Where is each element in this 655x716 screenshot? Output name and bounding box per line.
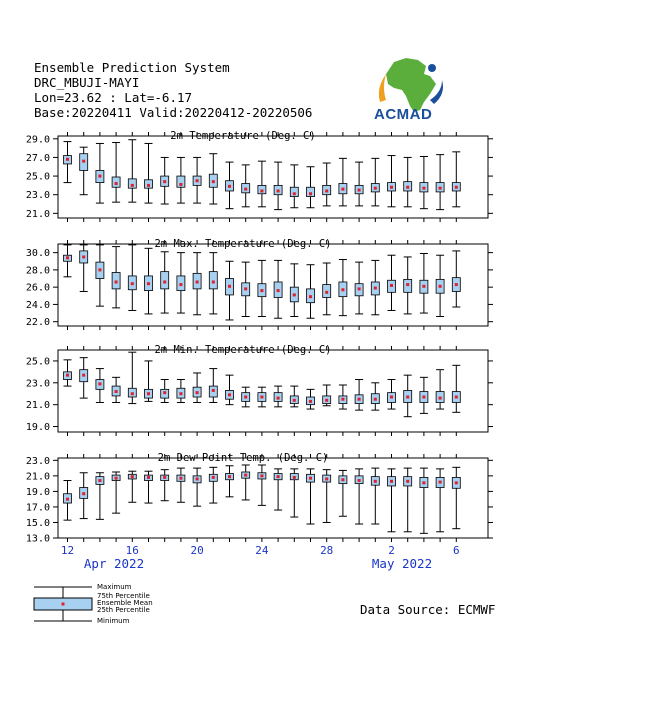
mean-marker bbox=[163, 280, 166, 283]
box-day-23 bbox=[242, 262, 250, 316]
box-day-29 bbox=[339, 470, 347, 516]
mean-marker bbox=[406, 396, 409, 399]
box-day-12 bbox=[64, 360, 72, 386]
header-base-valid: Base:20220411 Valid:20220412-20220506 bbox=[34, 105, 313, 120]
mean-marker bbox=[309, 400, 312, 403]
mean-marker bbox=[228, 285, 231, 288]
iqr-box bbox=[161, 272, 169, 289]
box-day-2 bbox=[388, 156, 396, 207]
mean-marker bbox=[163, 180, 166, 183]
box-day-14 bbox=[96, 369, 104, 403]
mean-marker bbox=[179, 477, 182, 480]
box-day-24 bbox=[258, 260, 266, 316]
mean-marker bbox=[212, 280, 215, 283]
chart-panel-1 bbox=[26, 130, 493, 222]
box-day-13 bbox=[80, 147, 88, 195]
mean-marker bbox=[66, 256, 69, 259]
month-label-may: May 2022 bbox=[371, 556, 433, 571]
box-day-5 bbox=[436, 469, 444, 532]
mean-marker bbox=[131, 392, 134, 395]
mean-marker bbox=[406, 480, 409, 483]
data-source-label: Data Source: ECMWF bbox=[360, 602, 496, 617]
panel-title: 2m Dew Point Temp. (Deg. C) bbox=[157, 452, 329, 464]
box-day-21 bbox=[209, 369, 217, 403]
logo-text: ACMAD bbox=[374, 106, 433, 123]
box-day-6 bbox=[452, 365, 460, 412]
box-day-30 bbox=[355, 262, 363, 314]
box-day-14 bbox=[96, 473, 104, 520]
mean-marker bbox=[277, 397, 280, 400]
mean-marker bbox=[228, 475, 231, 478]
y-tick-label: 30.0 bbox=[25, 248, 50, 260]
box-day-17 bbox=[145, 471, 153, 503]
mean-marker bbox=[244, 396, 247, 399]
mean-marker bbox=[374, 187, 377, 190]
y-tick-label: 23.0 bbox=[25, 190, 50, 202]
box-day-22 bbox=[226, 375, 234, 405]
box-day-12 bbox=[64, 245, 72, 277]
mean-marker bbox=[82, 255, 85, 258]
box-day-26 bbox=[290, 165, 298, 208]
box-day-13 bbox=[80, 358, 88, 398]
y-tick-label: 17.0 bbox=[25, 502, 50, 514]
box-day-4 bbox=[420, 468, 428, 533]
mean-marker bbox=[309, 295, 312, 298]
mean-marker bbox=[98, 479, 101, 482]
legend-label-maximum: Maximum bbox=[97, 583, 132, 591]
box-day-25 bbox=[274, 386, 282, 407]
mean-marker bbox=[196, 477, 199, 480]
y-tick-label: 23.0 bbox=[25, 378, 50, 390]
mean-marker bbox=[131, 282, 134, 285]
legend-label-minimum: Minimum bbox=[97, 617, 130, 625]
box-day-20 bbox=[193, 157, 201, 203]
box-day-20 bbox=[193, 373, 201, 403]
mean-marker bbox=[98, 268, 101, 271]
mean-marker bbox=[66, 374, 69, 377]
header-station-name: DRC_MBUJI-MAYI bbox=[34, 75, 140, 90]
mean-marker bbox=[115, 280, 118, 283]
box-day-25 bbox=[274, 469, 282, 510]
box-day-19 bbox=[177, 253, 185, 313]
mean-marker bbox=[196, 391, 199, 394]
mean-marker bbox=[439, 481, 442, 484]
mean-marker bbox=[325, 399, 328, 402]
mean-marker bbox=[196, 179, 199, 182]
box-day-16 bbox=[128, 245, 136, 311]
legend-label-25th: 25th Percentile bbox=[97, 606, 150, 614]
mean-marker bbox=[455, 481, 458, 484]
y-tick-label: 15.0 bbox=[25, 517, 50, 529]
box-day-17 bbox=[145, 143, 153, 203]
box-day-27 bbox=[307, 389, 315, 409]
mean-marker bbox=[163, 391, 166, 394]
mean-marker bbox=[98, 175, 101, 178]
box-day-25 bbox=[274, 260, 282, 318]
mean-marker bbox=[244, 287, 247, 290]
box-day-12 bbox=[64, 142, 72, 183]
mean-marker bbox=[406, 186, 409, 189]
mean-marker bbox=[115, 182, 118, 185]
box-day-21 bbox=[209, 253, 217, 314]
mean-marker bbox=[358, 398, 361, 401]
mean-marker bbox=[390, 186, 393, 189]
mean-marker bbox=[341, 188, 344, 191]
box-day-14 bbox=[96, 143, 104, 203]
y-tick-label: 13.0 bbox=[25, 533, 50, 545]
box-day-4 bbox=[420, 377, 428, 413]
box-day-2 bbox=[388, 469, 396, 532]
box-day-3 bbox=[404, 157, 412, 206]
box-day-1 bbox=[371, 383, 379, 410]
box-day-16 bbox=[128, 352, 136, 403]
box-day-1 bbox=[371, 260, 379, 314]
mean-marker bbox=[66, 498, 69, 501]
box-day-3 bbox=[404, 375, 412, 417]
mean-marker bbox=[325, 291, 328, 294]
x-tick-label: 24 bbox=[255, 544, 269, 557]
legend bbox=[34, 583, 153, 625]
mean-marker bbox=[374, 480, 377, 483]
chart-panel-3 bbox=[26, 344, 493, 436]
x-tick-label: 28 bbox=[320, 544, 334, 557]
mean-marker bbox=[115, 477, 118, 480]
box-day-23 bbox=[242, 465, 250, 500]
mean-marker bbox=[293, 293, 296, 296]
mean-marker bbox=[439, 187, 442, 190]
x-tick-label: 2 bbox=[388, 544, 395, 557]
header-coordinates: Lon=23.62 : Lat=-6.17 bbox=[34, 90, 193, 105]
box-day-21 bbox=[209, 154, 217, 204]
box-day-5 bbox=[436, 255, 444, 316]
mean-marker bbox=[422, 285, 425, 288]
box-day-26 bbox=[290, 386, 298, 407]
box-day-18 bbox=[161, 157, 169, 204]
mean-marker bbox=[147, 476, 150, 479]
mean-marker bbox=[131, 184, 134, 187]
box-day-13 bbox=[80, 473, 88, 519]
mean-marker bbox=[390, 480, 393, 483]
box-day-30 bbox=[355, 380, 363, 411]
mean-marker bbox=[212, 389, 215, 392]
mean-marker bbox=[147, 392, 150, 395]
box-day-22 bbox=[226, 261, 234, 320]
mean-marker bbox=[244, 474, 247, 477]
mean-marker bbox=[212, 180, 215, 183]
y-tick-label: 25.0 bbox=[25, 356, 50, 368]
mean-marker bbox=[82, 374, 85, 377]
box-day-1 bbox=[371, 468, 379, 524]
mean-marker bbox=[277, 289, 280, 292]
x-tick-label: 20 bbox=[190, 544, 204, 557]
mean-marker bbox=[212, 476, 215, 479]
box-day-15 bbox=[112, 377, 120, 402]
mean-marker bbox=[455, 396, 458, 399]
mean-marker bbox=[179, 183, 182, 186]
mean-marker bbox=[422, 396, 425, 399]
mean-marker bbox=[277, 475, 280, 478]
mean-marker bbox=[228, 185, 231, 188]
y-tick-label: 22.0 bbox=[25, 317, 50, 329]
mean-marker bbox=[277, 189, 280, 192]
iqr-box bbox=[209, 272, 217, 289]
x-tick-label: 16 bbox=[125, 544, 139, 557]
box-day-23 bbox=[242, 387, 250, 407]
y-tick-label: 26.0 bbox=[25, 282, 50, 294]
y-tick-label: 21.0 bbox=[25, 471, 50, 483]
mean-marker bbox=[341, 288, 344, 291]
box-day-4 bbox=[420, 253, 428, 313]
box-day-26 bbox=[290, 264, 298, 317]
mean-marker bbox=[179, 283, 182, 286]
y-tick-label: 21.0 bbox=[25, 208, 50, 220]
box-day-29 bbox=[339, 158, 347, 206]
mean-marker bbox=[147, 282, 150, 285]
mean-marker bbox=[228, 393, 231, 396]
mean-marker bbox=[341, 398, 344, 401]
box-day-29 bbox=[339, 385, 347, 409]
mean-marker bbox=[115, 390, 118, 393]
mean-marker bbox=[163, 476, 166, 479]
box-day-3 bbox=[404, 468, 412, 532]
mean-marker bbox=[358, 189, 361, 192]
mean-marker bbox=[147, 184, 150, 187]
mean-marker bbox=[325, 477, 328, 480]
chart-panel-4 bbox=[26, 452, 493, 545]
mean-marker bbox=[293, 399, 296, 402]
y-tick-label: 21.0 bbox=[25, 400, 50, 412]
mean-marker bbox=[98, 382, 101, 385]
mean-marker bbox=[260, 474, 263, 477]
mean-marker bbox=[374, 287, 377, 290]
box-day-19 bbox=[177, 468, 185, 502]
legend-label-mean: Ensemble Mean bbox=[97, 599, 153, 607]
box-day-15 bbox=[112, 472, 120, 513]
box-day-16 bbox=[128, 140, 136, 202]
box-day-13 bbox=[80, 245, 88, 292]
mean-marker bbox=[341, 478, 344, 481]
panel-title: 2m Min. Temperature (Deg. C) bbox=[154, 344, 332, 356]
mean-marker bbox=[309, 477, 312, 480]
box-day-4 bbox=[420, 157, 428, 209]
box-day-27 bbox=[307, 167, 315, 208]
box-day-19 bbox=[177, 380, 185, 403]
box-day-17 bbox=[145, 248, 153, 314]
box-day-12 bbox=[64, 481, 72, 521]
box-day-6 bbox=[452, 152, 460, 207]
mean-marker bbox=[439, 397, 442, 400]
chart-panel-2 bbox=[26, 238, 493, 330]
month-label-apr: Apr 2022 bbox=[83, 556, 145, 571]
mean-marker bbox=[422, 481, 425, 484]
box-day-14 bbox=[96, 245, 104, 306]
y-tick-label: 29.0 bbox=[25, 134, 50, 146]
box-day-5 bbox=[436, 370, 444, 409]
x-tick-label: 6 bbox=[452, 544, 460, 557]
y-tick-label: 23.0 bbox=[25, 455, 50, 467]
mean-marker bbox=[82, 492, 85, 495]
box-day-27 bbox=[307, 265, 315, 319]
box-day-18 bbox=[161, 380, 169, 403]
box-day-26 bbox=[290, 469, 298, 517]
box-day-24 bbox=[258, 465, 266, 505]
mean-marker bbox=[422, 187, 425, 190]
mean-marker bbox=[439, 285, 442, 288]
y-tick-label: 27.0 bbox=[25, 152, 50, 164]
mean-marker bbox=[260, 396, 263, 399]
box-day-27 bbox=[307, 469, 315, 524]
y-tick-label: 19.0 bbox=[25, 486, 50, 498]
mean-marker bbox=[309, 192, 312, 195]
box-day-6 bbox=[452, 251, 460, 307]
mean-marker bbox=[82, 160, 85, 163]
mean-marker bbox=[260, 189, 263, 192]
box-day-21 bbox=[209, 467, 217, 503]
box-day-5 bbox=[436, 155, 444, 210]
header-system-title: Ensemble Prediction System bbox=[34, 60, 230, 75]
mean-marker bbox=[406, 283, 409, 286]
mean-marker bbox=[293, 476, 296, 479]
box-day-2 bbox=[388, 380, 396, 410]
box-day-18 bbox=[161, 470, 169, 501]
mean-marker bbox=[374, 398, 377, 401]
box-day-23 bbox=[242, 165, 250, 207]
mean-marker bbox=[131, 475, 134, 478]
box-day-30 bbox=[355, 162, 363, 206]
box-day-18 bbox=[161, 252, 169, 313]
x-tick-label: 12 bbox=[60, 544, 75, 557]
box-day-20 bbox=[193, 468, 201, 506]
box-day-16 bbox=[128, 471, 136, 502]
mean-marker bbox=[455, 186, 458, 189]
mean-marker bbox=[244, 188, 247, 191]
mean-marker bbox=[293, 192, 296, 195]
box-day-15 bbox=[112, 143, 120, 203]
box-day-3 bbox=[404, 257, 412, 314]
box-day-28 bbox=[323, 470, 331, 523]
box-day-25 bbox=[274, 162, 282, 210]
mean-marker bbox=[260, 289, 263, 292]
box-day-24 bbox=[258, 387, 266, 407]
legend-label-75th: 75th Percentile bbox=[97, 592, 150, 600]
legend-mean-marker bbox=[62, 603, 65, 606]
box-day-17 bbox=[145, 361, 153, 401]
y-tick-label: 19.0 bbox=[25, 422, 50, 434]
mean-marker bbox=[325, 189, 328, 192]
box-day-28 bbox=[323, 385, 331, 406]
box-day-30 bbox=[355, 469, 363, 524]
box-day-6 bbox=[452, 467, 460, 528]
mean-marker bbox=[358, 287, 361, 290]
box-day-24 bbox=[258, 161, 266, 207]
panel-title: 2m Temperature (Deg. C) bbox=[170, 130, 316, 142]
box-day-22 bbox=[226, 466, 234, 497]
box-day-28 bbox=[323, 263, 331, 315]
y-tick-label: 25.0 bbox=[25, 171, 50, 183]
box-day-22 bbox=[226, 162, 234, 209]
box-day-1 bbox=[371, 158, 379, 206]
box-day-19 bbox=[177, 157, 185, 203]
box-day-20 bbox=[193, 253, 201, 315]
y-tick-label: 28.0 bbox=[25, 265, 50, 277]
mean-marker bbox=[390, 396, 393, 399]
box-day-28 bbox=[323, 163, 331, 206]
mean-marker bbox=[358, 479, 361, 482]
mean-marker bbox=[196, 280, 199, 283]
panel-title: 2m Max. Temperature (Deg. C) bbox=[154, 238, 332, 250]
mean-marker bbox=[66, 158, 69, 161]
mean-marker bbox=[179, 392, 182, 395]
box-day-15 bbox=[112, 247, 120, 308]
box-day-29 bbox=[339, 260, 347, 316]
y-tick-label: 24.0 bbox=[25, 299, 50, 311]
mean-marker bbox=[455, 283, 458, 286]
box-day-2 bbox=[388, 255, 396, 310]
mean-marker bbox=[390, 284, 393, 287]
